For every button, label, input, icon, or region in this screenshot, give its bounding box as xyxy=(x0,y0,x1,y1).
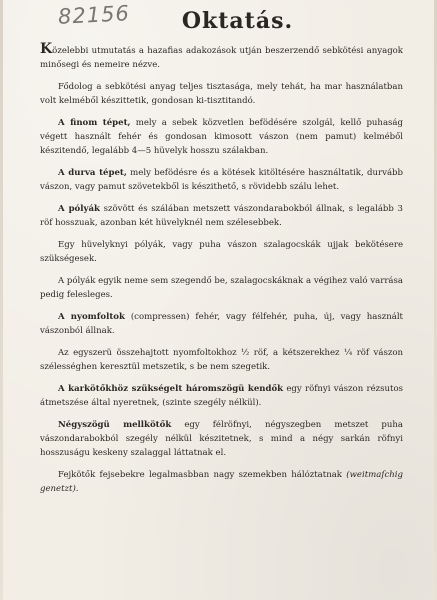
paragraph-lead: A karkötőkhöz szükségelt háromszögü kendők xyxy=(58,383,284,394)
paragraph-lead: A pólyák xyxy=(58,203,100,214)
paragraph-text: szövött és szálában metszett vászondarabokból állnak, s legalább 3 röf hosszuak, azonban két hüvelyknél nem szélesebbek. xyxy=(40,203,403,228)
handwritten-annotation: 82156 xyxy=(57,1,131,29)
paragraph-intro xyxy=(40,41,403,73)
paragraph-text: Egy hüvelyknyi pólyák, vagy puha vászon szalagocskák ujjak bekötésere szükségesek. xyxy=(40,239,403,264)
paragraph-lead: A nyomfoltok xyxy=(58,311,125,322)
paragraph xyxy=(40,117,403,159)
paragraph-text: mely befödésre és a kötések kitöltésére használtatik, durvább vászon, vagy pamut szövetekből is készithető, s rövidebb szálu lehet. xyxy=(40,167,403,192)
paragraph xyxy=(40,203,403,231)
paragraph-text: egy félröfnyi, négyszegben metszet puha vászondarabokból szegély nélkül készitetnek, s mind a négy sarkán röfnyi hosszuságu keskeny szalaggal láttatnak el. xyxy=(40,419,403,458)
paragraph-text: Az egyszerü összehajtott nyomfoltokhoz ½ röf, a kétszerekhez ¼ röf vászon szélességhen keresztül metszetik, s be nem szegetik. xyxy=(40,347,403,372)
paragraph-text: Fődolog a sebkötési anyag teljes tisztasága, mely tehát, ha mar használatban volt kelméből készittetik, gondosan ki-tisztitandó. xyxy=(40,82,403,106)
paragraph-lead: Négyszögü mellkötők xyxy=(58,419,172,430)
paragraph-text: Fejkötők fejsebekre legalmasbban nagy szemekben hálóztatnak xyxy=(58,469,342,480)
page-title: Oktatás. xyxy=(181,8,294,34)
paragraph xyxy=(40,469,403,497)
paragraph xyxy=(40,275,403,303)
paragraph xyxy=(40,81,403,109)
paragraph-text: mely a sebek közvetlen befödésére szolgál, kellő puhaság végett használt fehér és gondosan kimosott vászon (nem pamut) kelméből készitendő, legalább 4—5 hüvelyk hosszu szálakban. xyxy=(40,118,403,156)
paragraph xyxy=(40,383,403,411)
paragraph-lead: A durva tépet, xyxy=(58,167,127,178)
paragraph-text: A pólyák egyik neme sem szegendő be, szalagocskáknak a végihez való varrása pedig felesleges. xyxy=(40,275,403,300)
drop-cap: K xyxy=(40,41,53,57)
paper-edge-left xyxy=(0,0,3,600)
paragraph-text: (compressen) fehér, vagy félfehér, puha, új, vagy használt vászonból állnak. xyxy=(40,311,403,336)
paragraph-lead: A finom tépet, xyxy=(58,118,131,128)
paragraph xyxy=(40,419,403,461)
paragraph xyxy=(40,167,403,195)
paragraph-text: egy röfnyi vászon rézsutos átmetszése által nyeretnek, (szinte szegély nélkül). xyxy=(40,383,403,408)
paragraph xyxy=(40,347,403,375)
paragraph xyxy=(40,239,403,267)
paragraph-text: özelebbi utmutatás a hazafias adakozások utján beszerzendő sebkötési anyagok minősegi és nemeire nézve. xyxy=(40,46,403,70)
german-gloss: (weitmaſchig genetzt). xyxy=(40,469,403,494)
paragraph xyxy=(40,311,403,339)
